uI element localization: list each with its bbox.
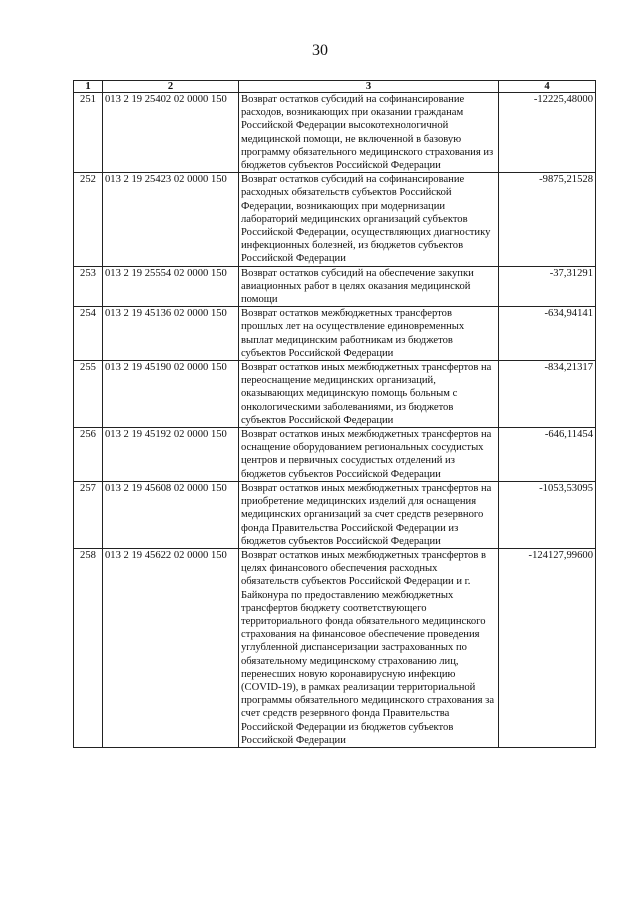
table-row	[74, 361, 596, 428]
table-row	[74, 428, 596, 482]
budget-code: 013 2 19 25423 02 0000 150	[103, 173, 239, 266]
row-amount: -646,11454	[499, 428, 596, 482]
row-number: 256	[74, 428, 103, 482]
row-description: Возврат остатков иных межбюджетных трансфертов на оснащение оборудованием региональных сосудистых центров и первичных сосудистых отделений из бюджетов субъектов Российской Федерации	[239, 428, 499, 482]
budget-code: 013 2 19 45622 02 0000 150	[103, 548, 239, 747]
row-number: 254	[74, 307, 103, 361]
column-header: 3	[239, 81, 499, 93]
budget-code: 013 2 19 45136 02 0000 150	[103, 307, 239, 361]
table-row	[74, 266, 596, 307]
budget-code: 013 2 19 45190 02 0000 150	[103, 361, 239, 428]
table-row	[74, 93, 596, 173]
column-header: 2	[103, 81, 239, 93]
table-row	[74, 307, 596, 361]
row-amount: -37,31291	[499, 266, 596, 307]
row-number: 255	[74, 361, 103, 428]
row-number: 251	[74, 93, 103, 173]
budget-code: 013 2 19 45608 02 0000 150	[103, 481, 239, 548]
row-number: 252	[74, 173, 103, 266]
row-number: 258	[74, 548, 103, 747]
row-amount: -9875,21528	[499, 173, 596, 266]
row-description: Возврат остатков субсидий на обеспечение закупки авиационных работ в целях оказания медицинской помощи	[239, 266, 499, 307]
row-description: Возврат остатков субсидий на софинансирование расходных обязательств субъектов Российской Федерации, возникающих при модернизации лабораторий медицинских организаций субъектов Российской Федерации, осуществляющих диагностику инфекционных болезней, из бюджетов субъектов Российской Федерации	[239, 173, 499, 266]
row-description: Возврат остатков иных межбюджетных трансфертов на переоснащение медицинских организаций, оказывающих медицинскую помощь больным с онкологическими заболеваниями, из бюджетов субъектов Российской Федерации	[239, 361, 499, 428]
column-header: 4	[499, 81, 596, 93]
row-description: Возврат остатков иных межбюджетных трансфертов в целях финансового обеспечения расходных обязательств субъектов Российской Федерации и г. Байконура по предоставлению межбюджетных трансфертов бюджету соответствующего территориального фонда обязательного медицинского страхования на финансовое обеспечение проведения углубленной диспансеризации застрахованных по обязательному медицинскому страхованию лиц, перенесших новую коронавирусную инфекцию (COVID-19), в рамках реализации территориальной программы обязательного медицинского страхования за счет средств резервного фонда Правительства Российской Федерации из бюджетов субъектов Российской Федерации	[239, 548, 499, 747]
table-row	[74, 173, 596, 266]
row-amount: -12225,48000	[499, 93, 596, 173]
row-description: Возврат остатков иных межбюджетных трансфертов на приобретение медицинских изделий для оснащения медицинских организаций за счет средств резервного фонда Правительства Российской Федерации из бюджетов субъектов Российской Федерации	[239, 481, 499, 548]
budget-table	[73, 80, 596, 748]
row-amount: -1053,53095	[499, 481, 596, 548]
row-description: Возврат остатков межбюджетных трансфертов прошлых лет на осуществление единовременных выплат медицинским работникам из бюджетов субъектов Российской Федерации	[239, 307, 499, 361]
table-row	[74, 548, 596, 747]
table-row	[74, 481, 596, 548]
row-number: 253	[74, 266, 103, 307]
row-amount: -834,21317	[499, 361, 596, 428]
page-number: 30	[312, 42, 328, 59]
row-amount: -124127,99600	[499, 548, 596, 747]
budget-code: 013 2 19 25554 02 0000 150	[103, 266, 239, 307]
budget-code: 013 2 19 25402 02 0000 150	[103, 93, 239, 173]
column-header: 1	[74, 81, 103, 93]
table-header-row	[74, 81, 596, 93]
budget-code: 013 2 19 45192 02 0000 150	[103, 428, 239, 482]
row-amount: -634,94141	[499, 307, 596, 361]
row-number: 257	[74, 481, 103, 548]
row-description: Возврат остатков субсидий на софинансирование расходов, возникающих при оказании гражданам Российской Федерации высокотехнологичной медицинской помощи, не включенной в базовую программу обязательного медицинского страхования из бюджетов субъектов Российской Федерации	[239, 93, 499, 173]
